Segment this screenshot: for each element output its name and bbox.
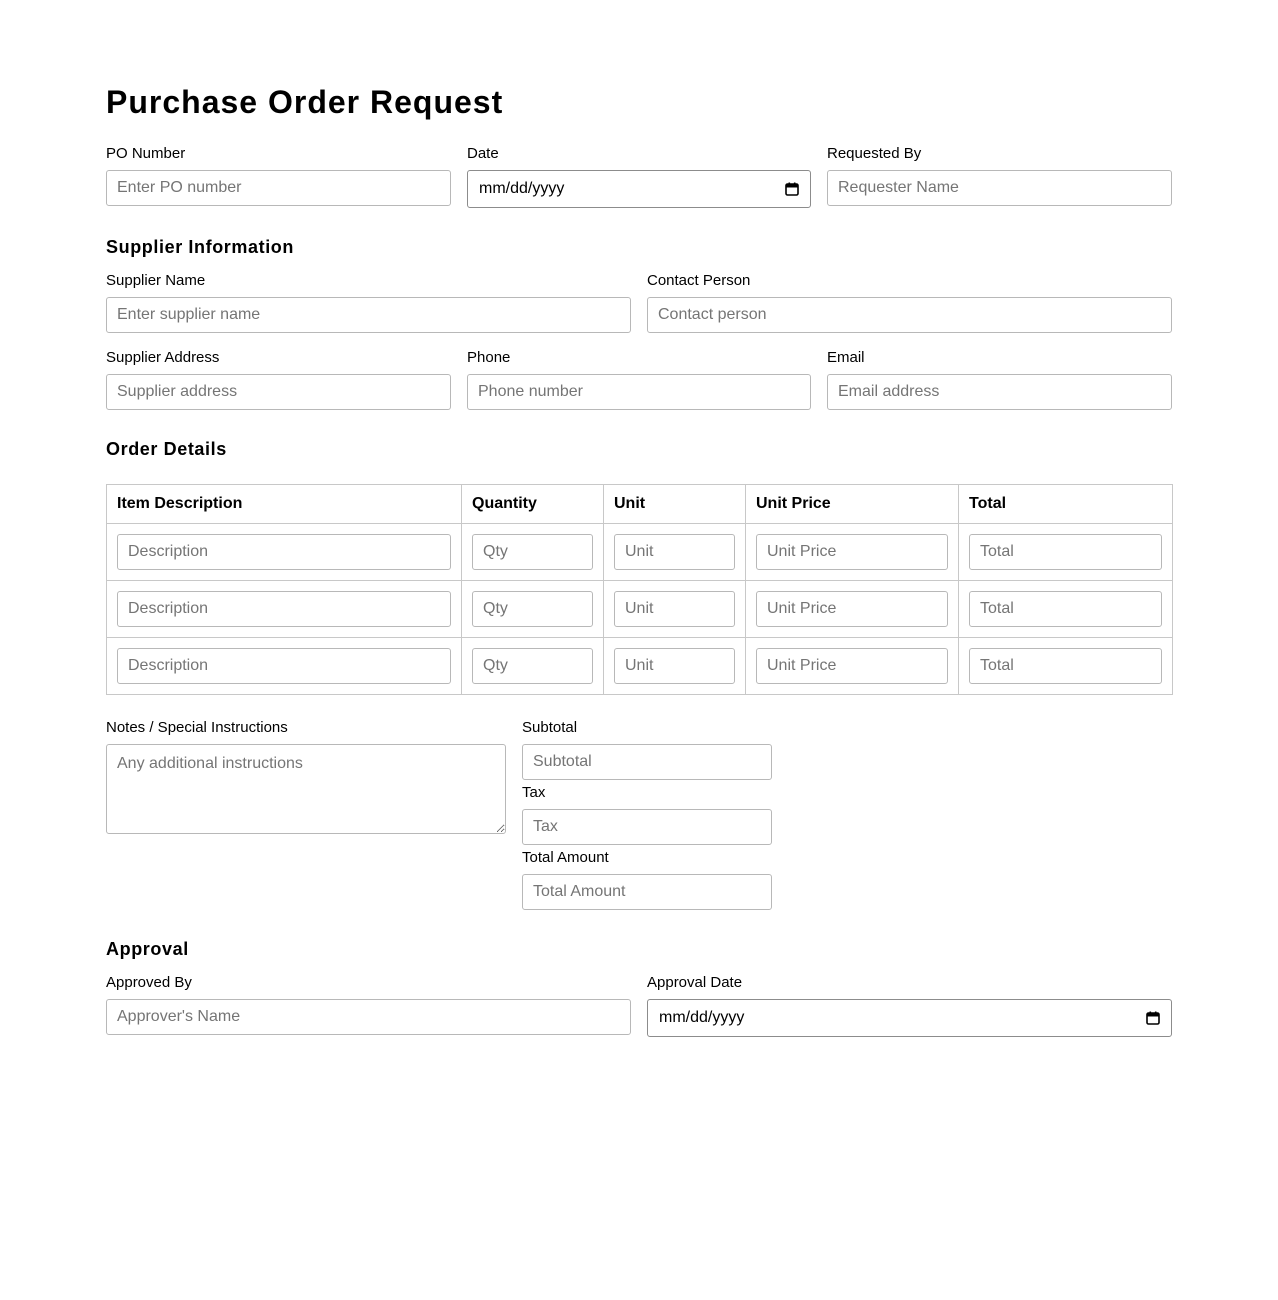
email-input[interactable] <box>827 374 1172 410</box>
quantity-input[interactable] <box>472 648 593 684</box>
table-cell <box>604 638 746 695</box>
notes-textarea[interactable] <box>106 744 506 834</box>
table-cell <box>107 524 462 581</box>
page-title: Purchase Order Request <box>106 84 504 120</box>
supplier-name-label: Supplier Name <box>106 272 206 289</box>
column-header-unit: Unit <box>604 485 746 524</box>
contact-person-label: Contact Person <box>647 272 751 289</box>
po-number-label: PO Number <box>106 145 186 162</box>
item-description-input[interactable] <box>117 534 451 570</box>
table-cell <box>107 638 462 695</box>
unit-input[interactable] <box>614 648 735 684</box>
approval-date-input-value: mm/dd/yyyy <box>659 1009 745 1026</box>
table-cell <box>746 524 959 581</box>
unit-input[interactable] <box>614 534 735 570</box>
requested-by-input[interactable] <box>827 170 1172 206</box>
item-description-input[interactable] <box>117 591 451 627</box>
date-input-value: mm/dd/yyyy <box>479 180 565 197</box>
table-header-row <box>107 485 1173 524</box>
phone-label: Phone <box>467 349 511 366</box>
po-number-input[interactable] <box>106 170 451 206</box>
unit-price-input[interactable] <box>756 648 948 684</box>
total-amount-label: Total Amount <box>522 849 609 866</box>
table-cell <box>959 638 1173 695</box>
phone-input[interactable] <box>467 374 811 410</box>
supplier-name-input[interactable] <box>106 297 631 333</box>
table-cell <box>604 581 746 638</box>
table-cell <box>959 581 1173 638</box>
total-amount-input[interactable] <box>522 874 772 910</box>
column-header-item-description: Item Description <box>107 485 462 524</box>
unit-price-input[interactable] <box>756 534 948 570</box>
column-header-unit-price: Unit Price <box>746 485 959 524</box>
approval-date-input[interactable] <box>647 999 1172 1037</box>
subtotal-label: Subtotal <box>522 719 578 736</box>
item-description-input[interactable] <box>117 648 451 684</box>
unit-input[interactable] <box>614 591 735 627</box>
unit-price-input[interactable] <box>756 591 948 627</box>
table-cell <box>462 638 604 695</box>
contact-person-input[interactable] <box>647 297 1172 333</box>
approval-date-label: Approval Date <box>647 974 743 991</box>
table-row <box>107 581 1173 638</box>
tax-label: Tax <box>522 784 546 801</box>
table-cell <box>107 581 462 638</box>
requested-by-label: Requested By <box>827 145 922 162</box>
calendar-icon[interactable] <box>1146 1011 1160 1025</box>
tax-input[interactable] <box>522 809 772 845</box>
date-input[interactable] <box>467 170 811 208</box>
column-header-quantity: Quantity <box>462 485 604 524</box>
supplier-address-label: Supplier Address <box>106 349 220 366</box>
table-cell <box>604 524 746 581</box>
table-cell <box>959 524 1173 581</box>
order-section-title: Order Details <box>106 439 227 459</box>
line-total-input[interactable] <box>969 534 1162 570</box>
column-header-total: Total <box>959 485 1173 524</box>
quantity-input[interactable] <box>472 591 593 627</box>
approval-section-title: Approval <box>106 939 189 959</box>
subtotal-input[interactable] <box>522 744 772 780</box>
email-label: Email <box>827 349 865 366</box>
date-label: Date <box>467 145 499 162</box>
table-row <box>107 524 1173 581</box>
line-total-input[interactable] <box>969 591 1162 627</box>
table-cell <box>462 581 604 638</box>
approved-by-label: Approved By <box>106 974 192 991</box>
order-items-table <box>106 484 1173 695</box>
approved-by-input[interactable] <box>106 999 631 1035</box>
calendar-icon[interactable] <box>785 182 799 196</box>
table-cell <box>746 638 959 695</box>
supplier-address-input[interactable] <box>106 374 451 410</box>
table-row <box>107 638 1173 695</box>
quantity-input[interactable] <box>472 534 593 570</box>
table-cell <box>746 581 959 638</box>
supplier-section-title: Supplier Information <box>106 237 295 257</box>
notes-label: Notes / Special Instructions <box>106 719 288 736</box>
line-total-input[interactable] <box>969 648 1162 684</box>
table-cell <box>462 524 604 581</box>
